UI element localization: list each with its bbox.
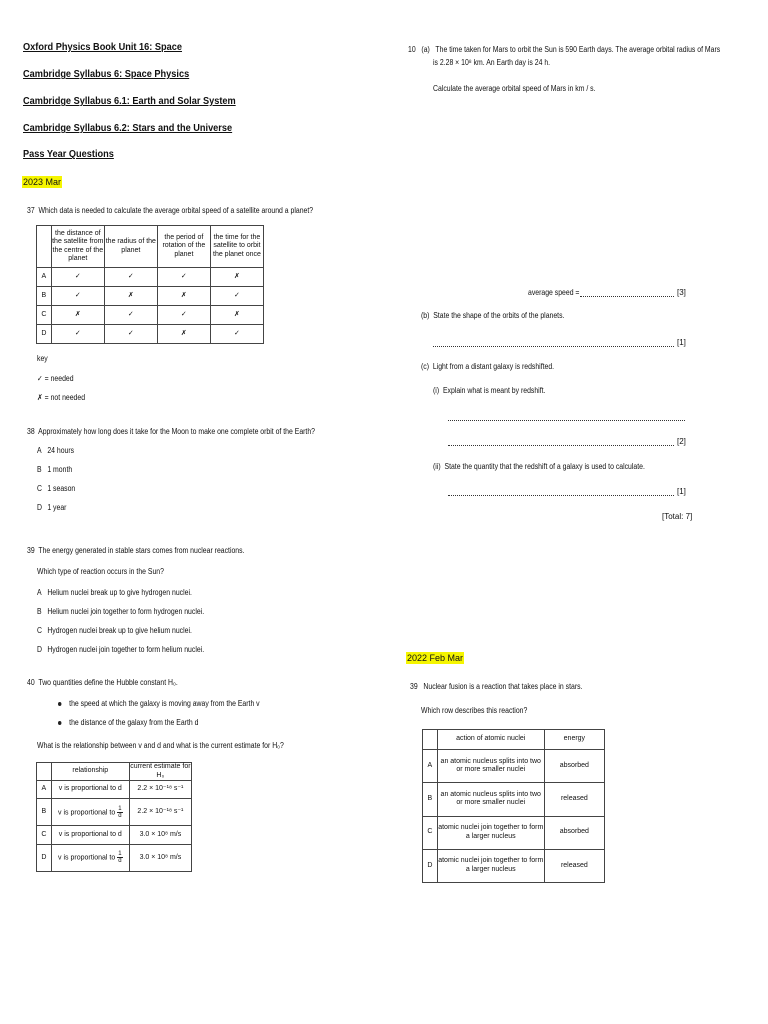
header-syllabus-6: Cambridge Syllabus 6: Space Physics xyxy=(23,69,190,80)
avg-speed-label: average speed = xyxy=(528,288,580,297)
mark: [1] xyxy=(677,487,686,496)
table-cell: an atomic nucleus splits into two or more smaller nuclei xyxy=(437,750,544,783)
table-cell: 3.0 × 10⁸ m/s xyxy=(129,826,191,844)
option-c[interactable] xyxy=(37,626,192,635)
fraction-denominator: d xyxy=(118,812,122,819)
relationship-text: v is proportional to xyxy=(58,809,116,817)
option-letter: A xyxy=(37,446,42,455)
part-text: State the shape of the orbits of the planets. xyxy=(433,311,565,320)
q39-fusion-table xyxy=(422,729,605,883)
table-corner xyxy=(37,763,52,781)
highlighted-session: 2022 Feb Mar xyxy=(407,653,464,663)
table-cell: ✓ xyxy=(157,268,210,287)
bullet-text: the speed at which the galaxy is moving away from the Earth v xyxy=(69,699,260,708)
table-cell: ✓ xyxy=(104,268,157,287)
col-header: energy xyxy=(544,730,604,750)
table-cell: atomic nuclei join together to form a larger nucleus xyxy=(437,816,544,849)
question-text-line2: is 2.28 × 10⁸ km. An Earth day is 24 h. xyxy=(433,58,551,67)
fraction xyxy=(117,806,122,819)
answer-line[interactable] xyxy=(448,420,685,421)
question-number: 10 xyxy=(408,45,416,54)
relationship-text: v is proportional to d xyxy=(58,830,122,838)
row-letter: C xyxy=(37,826,52,844)
option-d[interactable] xyxy=(37,645,204,654)
table-row xyxy=(423,849,605,882)
table-cell: atomic nuclei join together to form a larger nucleus xyxy=(437,849,544,882)
question-text: Which data is needed to calculate the average orbital speed of a satellite around a planet? xyxy=(38,206,314,215)
table-cell: ✗ xyxy=(157,287,210,306)
table-cell: ✓ xyxy=(210,287,263,306)
table-row xyxy=(37,287,264,306)
col-header: current estimate for H₀ xyxy=(130,763,191,779)
table-cell: 3.0 × 10⁸ m/s xyxy=(129,844,191,871)
table-cell: ✗ xyxy=(210,306,263,325)
question-sub: Which type of reaction occurs in the Sun? xyxy=(37,567,164,576)
option-letter: B xyxy=(37,607,42,616)
question-number: 40 xyxy=(27,678,35,687)
option-d[interactable] xyxy=(37,503,66,512)
col-header: the time for the satellite to orbit the planet once xyxy=(210,226,263,268)
option-letter: D xyxy=(37,503,42,512)
table-cell xyxy=(51,844,129,871)
question-number: 39 xyxy=(27,546,35,555)
q37-table xyxy=(36,225,264,344)
part-label: (b) xyxy=(421,311,430,320)
row-letter: A xyxy=(37,781,52,799)
table-cell: ✗ xyxy=(51,306,104,325)
mark: [1] xyxy=(677,338,686,347)
question-10 xyxy=(408,45,720,54)
header-book-unit: Oxford Physics Book Unit 16: Space xyxy=(23,42,183,53)
fraction-denominator: d xyxy=(118,858,122,865)
row-letter: C xyxy=(423,816,438,849)
col-header: action of atomic nuclei xyxy=(437,730,544,750)
option-text: 1 year xyxy=(47,503,67,512)
table-row xyxy=(37,306,264,325)
table-cell: absorbed xyxy=(544,816,604,849)
question-number: 38 xyxy=(27,427,35,436)
question-text: Two quantities define the Hubble constant H₀. xyxy=(38,678,178,687)
session-label-2023 xyxy=(22,176,62,188)
question-39-fusion xyxy=(410,682,582,691)
row-letter: A xyxy=(37,268,52,287)
option-text: Helium nuclei join together to form hydrogen nuclei. xyxy=(47,607,205,616)
table-cell: released xyxy=(544,783,604,816)
table-cell: ✓ xyxy=(51,325,104,344)
part-text: State the quantity that the redshift of a galaxy is used to calculate. xyxy=(444,462,645,471)
option-letter: A xyxy=(37,588,42,597)
row-letter: D xyxy=(37,844,52,871)
option-text: 24 hours xyxy=(47,446,75,455)
answer-line[interactable] xyxy=(580,296,674,297)
q40-table xyxy=(36,762,192,872)
option-b[interactable] xyxy=(37,607,204,616)
part-label: (c) xyxy=(421,362,430,371)
part-label: (ii) xyxy=(433,462,441,471)
question-number: 39 xyxy=(410,682,418,691)
question-text: The time taken for Mars to orbit the Sun is 590 Earth days. The average orbital radius of Mars xyxy=(435,45,721,54)
question-40 xyxy=(27,678,178,687)
row-letter: B xyxy=(423,783,438,816)
table-row xyxy=(37,268,264,287)
option-c[interactable] xyxy=(37,484,75,493)
calc-instruction: Calculate the average orbital speed of Mars in km / s. xyxy=(433,84,596,93)
highlighted-session: 2023 Mar xyxy=(23,177,62,187)
table-cell: an atomic nucleus splits into two or more smaller nuclei xyxy=(437,783,544,816)
table-cell: ✓ xyxy=(104,325,157,344)
option-text: 1 month xyxy=(47,465,73,474)
relationship-text: v is proportional to d xyxy=(58,785,122,793)
option-letter: C xyxy=(37,626,42,635)
table-cell: 2.2 × 10⁻¹⁸ s⁻¹ xyxy=(129,781,191,799)
table-row xyxy=(423,783,605,816)
col-header: the distance of the satellite from the centre of the planet xyxy=(51,226,104,268)
header-syllabus-6-2: Cambridge Syllabus 6.2: Stars and the Universe xyxy=(23,123,233,134)
part-label: (a) xyxy=(421,45,430,54)
question-number: 37 xyxy=(27,206,35,215)
key-not-needed: ✗ = not needed xyxy=(37,393,86,402)
option-b[interactable] xyxy=(37,465,72,474)
option-letter: B xyxy=(37,465,42,474)
table-cell xyxy=(51,826,129,844)
option-text: Hydrogen nuclei join together to form helium nuclei. xyxy=(47,645,205,654)
fraction xyxy=(117,851,122,864)
option-a[interactable] xyxy=(37,446,74,455)
table-cell: released xyxy=(544,849,604,882)
table-row xyxy=(37,781,192,799)
mark: [3] xyxy=(677,288,686,297)
row-letter: A xyxy=(423,750,438,783)
row-letter: D xyxy=(37,325,52,344)
question-text: Nuclear fusion is a reaction that takes place in stars. xyxy=(423,682,583,691)
table-corner xyxy=(37,226,52,268)
header-past-year: Pass Year Questions xyxy=(23,149,114,160)
relationship-text: v is proportional to xyxy=(58,854,116,862)
table-cell: ✓ xyxy=(104,306,157,325)
session-label-2022 xyxy=(406,652,464,664)
table-row xyxy=(37,826,192,844)
answer-line[interactable] xyxy=(448,445,674,446)
part-label: (i) xyxy=(433,386,440,395)
key-needed: ✓ = needed xyxy=(37,374,74,383)
bullet-icon xyxy=(58,702,61,706)
row-letter: D xyxy=(423,849,438,882)
table-cell: ✓ xyxy=(51,287,104,306)
question-sub: Which row describes this reaction? xyxy=(421,706,528,715)
option-text: Helium nuclei break up to give hydrogen nuclei. xyxy=(47,588,192,597)
part-c-i xyxy=(433,386,545,395)
bullet-item xyxy=(58,718,198,727)
table-cell xyxy=(51,781,129,799)
table-row xyxy=(37,325,264,344)
row-letter: B xyxy=(37,799,52,826)
table-cell: ✓ xyxy=(51,268,104,287)
table-cell: 2.2 × 10⁻¹⁸ s⁻¹ xyxy=(129,799,191,826)
fraction-numerator: 1 xyxy=(118,805,122,812)
option-a[interactable] xyxy=(37,588,192,597)
option-letter: C xyxy=(37,484,42,493)
part-text: Light from a distant galaxy is redshifted. xyxy=(432,362,555,371)
table-cell: absorbed xyxy=(544,750,604,783)
table-cell: ✓ xyxy=(210,325,263,344)
bullet-icon xyxy=(58,721,61,725)
option-text: Hydrogen nuclei break up to give helium nuclei. xyxy=(47,626,192,635)
table-row xyxy=(423,750,605,783)
question-sub: What is the relationship between v and d and what is the current estimate for H₀? xyxy=(37,741,284,750)
part-c-ii xyxy=(433,462,645,471)
question-text: Approximately how long does it take for the Moon to make one complete orbit of the Earth? xyxy=(38,427,316,436)
question-37 xyxy=(27,206,313,215)
table-corner xyxy=(423,730,438,750)
col-header: the period of rotation of the planet xyxy=(157,226,210,268)
option-text: 1 season xyxy=(47,484,76,493)
answer-line[interactable] xyxy=(448,495,674,496)
option-letter: D xyxy=(37,645,42,654)
table-cell: ✓ xyxy=(157,306,210,325)
row-letter: C xyxy=(37,306,52,325)
table-row xyxy=(37,799,192,826)
part-c xyxy=(421,362,554,371)
question-39-stars xyxy=(27,546,244,555)
row-letter: B xyxy=(37,287,52,306)
bullet-text: the distance of the galaxy from the Earth d xyxy=(69,718,199,727)
col-header: the radius of the planet xyxy=(104,226,157,268)
table-cell: ✗ xyxy=(210,268,263,287)
table-cell xyxy=(51,799,129,826)
table-cell: ✗ xyxy=(157,325,210,344)
total-marks: [Total: 7] xyxy=(662,512,693,521)
key-title: key xyxy=(37,354,48,363)
part-b xyxy=(421,311,564,320)
answer-line[interactable] xyxy=(433,346,674,347)
header-syllabus-6-1: Cambridge Syllabus 6.1: Earth and Solar System xyxy=(23,96,236,107)
question-text: The energy generated in stable stars comes from nuclear reactions. xyxy=(38,546,245,555)
part-text: Explain what is meant by redshift. xyxy=(442,386,546,395)
table-cell: ✗ xyxy=(104,287,157,306)
question-38 xyxy=(27,427,315,436)
table-row xyxy=(423,816,605,849)
bullet-item xyxy=(58,699,260,708)
col-header: relationship xyxy=(51,763,129,781)
table-row xyxy=(37,844,192,871)
mark: [2] xyxy=(677,437,686,446)
fraction-numerator: 1 xyxy=(118,851,122,858)
